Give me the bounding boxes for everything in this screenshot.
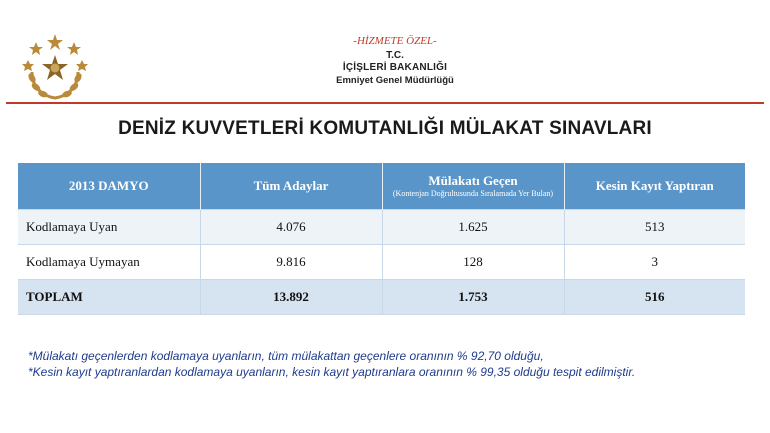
cell-value: 3: [564, 245, 745, 280]
footnotes: [28, 348, 748, 380]
police-emblem-icon: [22, 32, 88, 102]
results-table: [18, 163, 745, 315]
column-header-all-candidates: Tüm Adaylar: [200, 163, 382, 210]
footnote: *Kesin kayıt yaptıranlardan kodlamaya uyanların, kesin kayıt yaptıranlara oranının % 99,35 olduğu tespit edilmiştir.: [28, 365, 636, 379]
cell-value: 513: [564, 210, 745, 245]
confidential-stamp: -HİZMETE ÖZEL-: [353, 35, 437, 47]
total-value: 1.753: [382, 280, 564, 315]
total-label: TOPLAM: [18, 280, 200, 315]
table-row: [18, 210, 745, 245]
column-header-year: 2013 DAMYO: [18, 163, 200, 210]
table-header-row: [18, 163, 745, 210]
row-label: Kodlamaya Uymayan: [18, 245, 200, 280]
row-label: Kodlamaya Uyan: [18, 210, 200, 245]
table-total-row: [18, 280, 745, 315]
cell-value: 9.816: [200, 245, 382, 280]
column-subheader-quota: (Kontenjan Doğrultusunda Sıralamada Yer Bulan): [392, 189, 554, 198]
document-title: DENİZ KUVVETLERİ KOMUTANLIĞI MÜLAKAT SINAVLARI: [118, 118, 652, 139]
column-header-final-registration: Kesin Kayıt Yaptıran: [564, 163, 745, 210]
header-divider: [6, 102, 764, 104]
cell-value: 4.076: [200, 210, 382, 245]
cell-value: 128: [382, 245, 564, 280]
total-value: 13.892: [200, 280, 382, 315]
department-name: Emniyet Genel Müdürlüğü: [336, 75, 454, 86]
table-row: [18, 245, 745, 280]
cell-value: 1.625: [382, 210, 564, 245]
country-abbrev: T.C.: [386, 50, 404, 61]
total-value: 516: [564, 280, 745, 315]
footnote: *Mülakatı geçenlerden kodlamaya uyanların, tüm mülakattan geçenlere oranının % 92,70 olduğu,: [28, 349, 544, 363]
ministry-name: İÇİŞLERİ BAKANLIĞI: [342, 62, 448, 73]
column-header-passed-interview: Mülakatı Geçen (Kontenjan Doğrultusunda Sıralamada Yer Bulan): [382, 163, 564, 210]
